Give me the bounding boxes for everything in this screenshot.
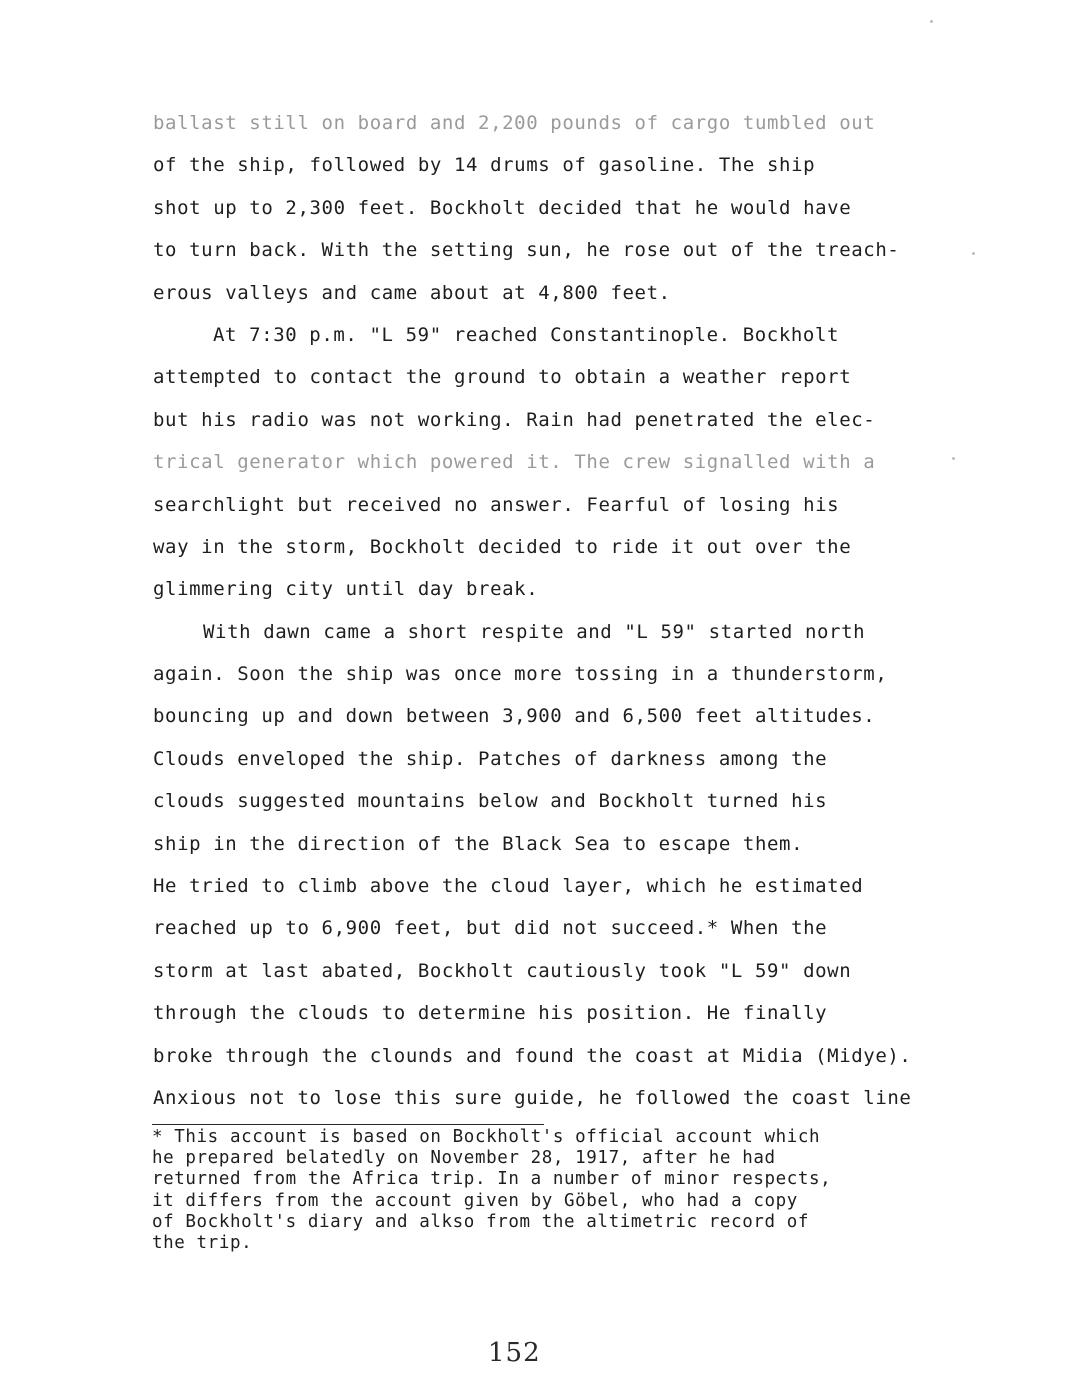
- text-line: but his radio was not working. Rain had penetrated the elec-: [153, 408, 876, 431]
- text-line: way in the storm, Bockholt decided to ride it out over the: [153, 535, 852, 558]
- footnote-line: returned from the Africa trip. In a number of minor respects,: [152, 1169, 832, 1190]
- footnote-line: * This account is based on Bockholt's official account which: [152, 1127, 821, 1147]
- margin-speck: [930, 20, 933, 23]
- text-line: of the ship, followed by 14 drums of gasoline. The ship: [153, 154, 816, 177]
- text-line: again. Soon the ship was once more tossing in a thunderstorm,: [153, 663, 888, 686]
- text-line: Anxious not to lose this sure guide, he followed the coast line: [153, 1086, 912, 1109]
- footnote-divider: [152, 1124, 544, 1125]
- text-line: bouncing up and down between 3,900 and 6,500 feet altitudes.: [153, 705, 876, 728]
- text-line: At 7:30 p.m. "L 59" reached Constantinople. Bockholt: [213, 323, 840, 346]
- text-line: glimmering city until day break.: [153, 578, 539, 601]
- text-line: broke through the clounds and found the coast at Midia (Midye).: [153, 1044, 912, 1067]
- text-line: to turn back. With the setting sun, he rose out of the treach-: [153, 239, 900, 262]
- text-line: With dawn came a short respite and "L 59" started north: [203, 620, 866, 643]
- page-number: 152: [488, 1338, 541, 1368]
- text-line: through the clouds to determine his position. He finally: [153, 1002, 828, 1025]
- text-line: clouds suggested mountains below and Bockholt turned his: [153, 790, 828, 813]
- text-line: Clouds enveloped the ship. Patches of darkness among the: [153, 747, 828, 770]
- text-line: reached up to 6,900 feet, but did not succeed.* When the: [153, 917, 828, 940]
- text-line: shot up to 2,300 feet. Bockholt decided that he would have: [153, 196, 852, 219]
- text-line: erous valleys and came about at 4,800 feet.: [153, 281, 671, 304]
- footnote: [152, 1127, 972, 1254]
- footnote-line: it differs from the account given by Göbel, who had a copy: [152, 1190, 798, 1211]
- footnote-line: the trip.: [152, 1232, 253, 1253]
- footnote-line: of Bockholt's diary and alkso from the altimetric record of: [152, 1211, 810, 1232]
- text-line: attempted to contact the ground to obtain a weather report: [153, 366, 852, 389]
- body-text: [153, 102, 973, 1119]
- text-line: ship in the direction of the Black Sea to escape them.: [153, 832, 804, 855]
- text-line: storm at last abated, Bockholt cautiously took "L 59" down: [153, 959, 852, 982]
- text-line: searchlight but received no answer. Fearful of losing his: [153, 493, 840, 516]
- footnote-line: he prepared belatedly on November 28, 1917, after he had: [152, 1148, 776, 1169]
- text-line: He tried to climb above the cloud layer, which he estimated: [153, 875, 864, 898]
- text-line: trical generator which powered it. The crew signalled with a: [153, 451, 876, 474]
- text-line: ballast still on board and 2,200 pounds of cargo tumbled out: [153, 112, 876, 134]
